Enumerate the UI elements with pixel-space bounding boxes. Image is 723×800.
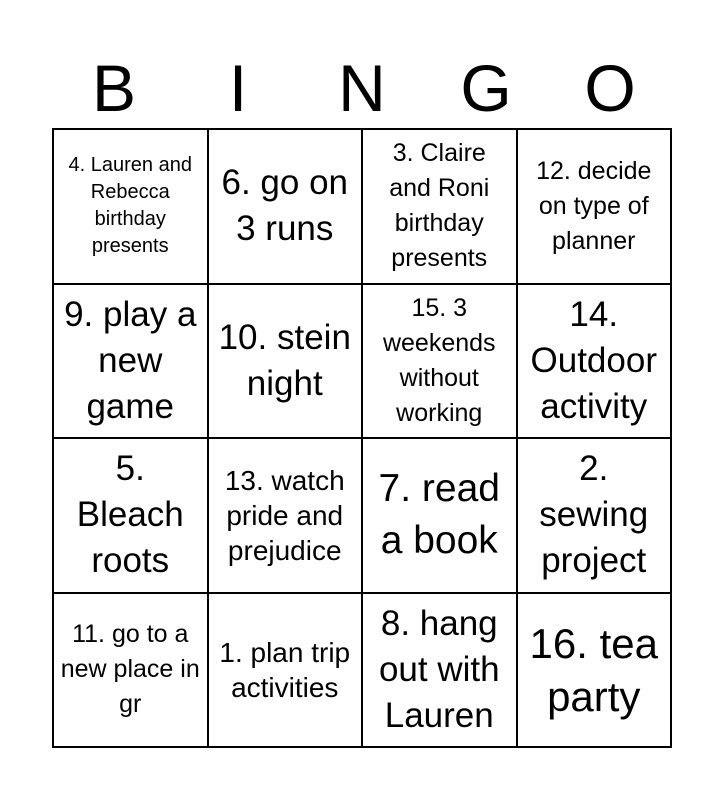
bingo-cell-text: 1. plan trip activities — [219, 636, 351, 703]
bingo-cell-text: 15. 3 weekends without working — [382, 293, 496, 427]
title-letter-i: I — [228, 51, 248, 125]
bingo-cell[interactable] — [53, 438, 208, 593]
title-letter-o: O — [584, 51, 636, 125]
bingo-cell-text: 10. stein night — [218, 317, 351, 403]
bingo-cell-text: 7. read a book — [378, 467, 500, 563]
bingo-cell[interactable] — [53, 284, 208, 439]
bingo-cell[interactable] — [517, 129, 672, 284]
bingo-cell-text: 5. Bleach roots — [76, 449, 184, 581]
bingo-cell-text: 9. play a new game — [64, 294, 197, 426]
bingo-cell-text: 14. Outdoor activity — [530, 294, 657, 426]
bingo-title — [52, 52, 672, 124]
title-letter-b: B — [91, 51, 137, 125]
bingo-cell[interactable] — [208, 284, 363, 439]
bingo-cell[interactable] — [362, 438, 517, 593]
bingo-cell[interactable] — [517, 438, 672, 593]
bingo-cell[interactable] — [53, 593, 208, 748]
title-letter-g: G — [460, 51, 512, 125]
bingo-cell[interactable] — [517, 593, 672, 748]
bingo-cell-text: 4. Lauren and Rebecca birthday presents — [68, 154, 192, 258]
bingo-board — [52, 128, 672, 748]
bingo-cell-text: 6. go on 3 runs — [221, 163, 348, 249]
bingo-cell[interactable] — [208, 129, 363, 284]
bingo-cell-text: 12. decide on type of planner — [536, 156, 652, 255]
bingo-cell[interactable] — [208, 593, 363, 748]
bingo-cell[interactable] — [362, 593, 517, 748]
title-letter-n: N — [338, 51, 386, 125]
bingo-cell[interactable] — [362, 129, 517, 284]
bingo-cell[interactable] — [517, 284, 672, 439]
bingo-cell-text: 13. watch pride and prejudice — [224, 464, 345, 566]
bingo-cell[interactable] — [53, 129, 208, 284]
bingo-cell-text: 2. sewing project — [539, 449, 649, 581]
bingo-cell-text: 16. tea party — [529, 619, 658, 720]
bingo-cell-text: 8. hang out with Lauren — [378, 603, 500, 735]
bingo-cell[interactable] — [208, 438, 363, 593]
bingo-cell-text: 11. go to a new place in gr — [60, 620, 200, 719]
bingo-cell-text: 3. Claire and Roni birthday presents — [389, 139, 490, 273]
bingo-cell[interactable] — [362, 284, 517, 439]
